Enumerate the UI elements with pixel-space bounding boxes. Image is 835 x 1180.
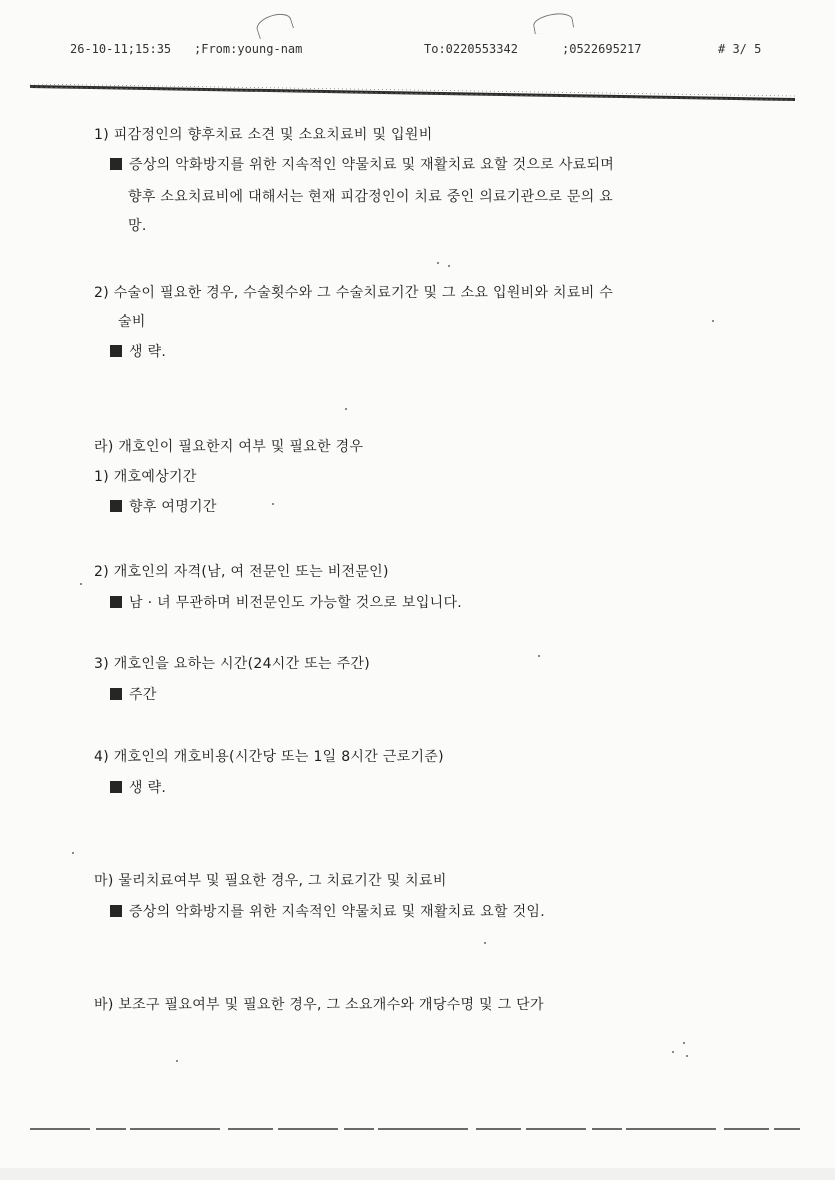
section-heading: 1) 개호예상기간 [94,469,197,485]
section-heading: 술비 [118,314,146,330]
section-heading: 1) 피감정인의 향후치료 소견 및 소요치료비 및 입원비 [94,127,433,143]
square-bullet-icon [110,500,122,512]
scan-speck [176,1060,178,1062]
pen-stroke-mark [532,11,574,35]
section-heading: 4) 개호인의 개호비용(시간당 또는 1일 8시간 근로기준) [94,749,444,765]
fax-datetime: 26-10-11;15:35 [70,42,172,56]
section-body: 주간 [110,686,157,704]
fax-number: ;0522695217 [562,42,642,56]
scan-speck [437,262,439,264]
header-scan-rule [30,84,795,102]
square-bullet-icon [110,688,122,700]
square-bullet-icon [110,158,122,170]
section-body: 망. [128,218,147,234]
fax-recipient: To:0220553342 [424,42,518,56]
scan-speck [272,503,274,505]
section-heading: 2) 개호인의 자격(남, 여 전문인 또는 비전문인) [94,564,389,580]
fax-page-number: # 3/ 5 [718,42,762,56]
section-heading: 3) 개호인을 요하는 시간(24시간 또는 주간) [94,656,371,672]
section-heading: 바) 보조구 필요여부 및 필요한 경우, 그 소요개수와 개당수명 및 그 단가 [94,997,544,1013]
fax-header [0,42,835,62]
square-bullet-icon [110,905,122,917]
section-heading: 라) 개호인이 필요한지 여부 및 필요한 경우 [94,439,364,455]
page-bottom-edge [0,1168,835,1180]
scan-speck [686,1055,688,1057]
scan-speck [80,583,82,585]
section-body: 향후 소요치료비에 대해서는 현재 피감정인이 치료 중인 의료기관으로 문의 요 [128,189,614,205]
footer-scan-rule [30,1126,800,1132]
section-body: 남 · 녀 무관하며 비전문인도 가능할 것으로 보입니다. [110,594,462,612]
scan-speck [712,320,714,322]
section-body: 향후 여명기간 [110,498,217,516]
fax-sender: ;From:young-nam [194,42,303,56]
scan-speck [672,1051,674,1053]
scan-speck [345,408,347,410]
scan-speck [448,265,450,267]
section-body: 생 략. [110,779,166,797]
square-bullet-icon [110,781,122,793]
scan-speck [683,1042,685,1044]
square-bullet-icon [110,596,122,608]
scan-speck [484,942,486,944]
scan-speck [538,655,540,657]
scan-speck [72,852,74,854]
section-heading: 2) 수술이 필요한 경우, 수술횟수와 그 수술치료기간 및 그 소요 입원비와 치료비 수 [94,285,614,301]
section-body: 증상의 악화방지를 위한 지속적인 약물치료 및 재활치료 요할 것임. [110,903,545,921]
section-body: 생 략. [110,343,166,361]
pen-stroke-mark [254,10,294,39]
section-body: 증상의 악화방지를 위한 지속적인 약물치료 및 재활치료 요할 것으로 사료되며 [110,156,614,174]
section-heading: 마) 물리치료여부 및 필요한 경우, 그 치료기간 및 치료비 [94,873,447,889]
square-bullet-icon [110,345,122,357]
